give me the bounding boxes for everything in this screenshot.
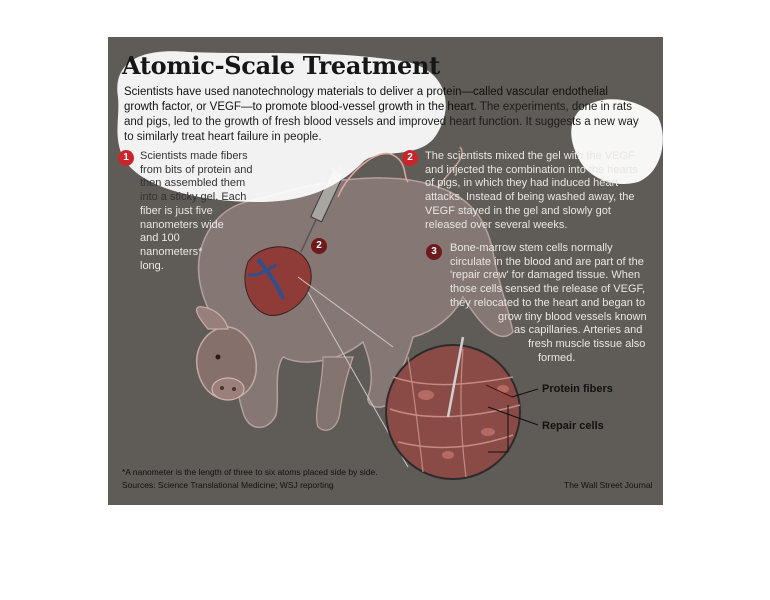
intro-rest: The experiments, done in rats and pigs, led to the growth of fresh blood vessels and improved heart function. It suggests a new way to similarly treat heart failure in people.: [124, 101, 639, 143]
step-3-line: those cells sensed the release of VEGF,: [450, 283, 646, 296]
pig-leg: [317, 357, 353, 430]
step-3-line: Bone-marrow stem cells normally: [450, 242, 613, 254]
step-3-text: [450, 242, 650, 365]
sources: Sources: Science Translational Medicine; WSJ reporting: [122, 480, 334, 490]
step-3-line: as capillaries. Arteries and: [514, 324, 643, 337]
step-1-line: then assembled them: [140, 177, 246, 190]
step-1-line: nanometers wide: [140, 218, 224, 231]
step-3-line: fresh muscle tissue also: [528, 337, 646, 350]
step-1-line: Scientists made fibers: [140, 150, 248, 162]
step-3-line: formed.: [538, 351, 576, 364]
infographic-panel: [108, 37, 663, 505]
step-1-line: fiber is just five: [140, 204, 213, 217]
pig-eye: [216, 355, 221, 360]
step-1-line: into a sticky gel. Each: [140, 191, 247, 204]
step-1-line: nanometers*: [140, 245, 203, 258]
step-1-line: long.: [140, 259, 164, 272]
heart-callout-badge: 2: [311, 238, 327, 254]
step-2-text: The scientists mixed the gel with the VEGF and injected the combination into the hearts of pigs, in which they had induced heart attacks. Instead of being washed away, the VEGF stayed in the gel and slowly got released over several weeks.: [425, 150, 638, 231]
step-2-badge: 2: [402, 150, 418, 166]
page-title: Atomic-Scale Treatment: [122, 51, 440, 80]
step-1-line: and 100: [140, 232, 180, 245]
repair-cells-label: Repair cells: [542, 420, 604, 432]
footnote: *A nanometer is the length of three to six atoms placed side by side.: [122, 467, 378, 477]
step-3-line: grow tiny blood vessels known: [498, 310, 647, 323]
step-1-line: from bits of protein and: [140, 163, 253, 176]
intro-lead: Scientists have used nanotechnology materials to deliver a protein—called vascular endothelial growth factor, or VEGF—to promote blood-vessel growth in the heart.: [124, 86, 608, 113]
step-3-line: 'repair crew' for damaged tissue. When: [450, 269, 641, 282]
step-1-text: [140, 150, 280, 273]
step-1-badge: 1: [118, 150, 134, 166]
credit: The Wall Street Journal: [564, 480, 653, 490]
protein-fibers-label: Protein fibers: [542, 383, 613, 395]
pig-snout: [212, 378, 244, 400]
intro-text: [124, 85, 644, 145]
step-3-badge: 3: [426, 244, 442, 260]
step-3-line: circulate in the blood and are part of the: [450, 255, 644, 268]
step-3-line: they relocated to the heart and began to: [450, 296, 646, 309]
